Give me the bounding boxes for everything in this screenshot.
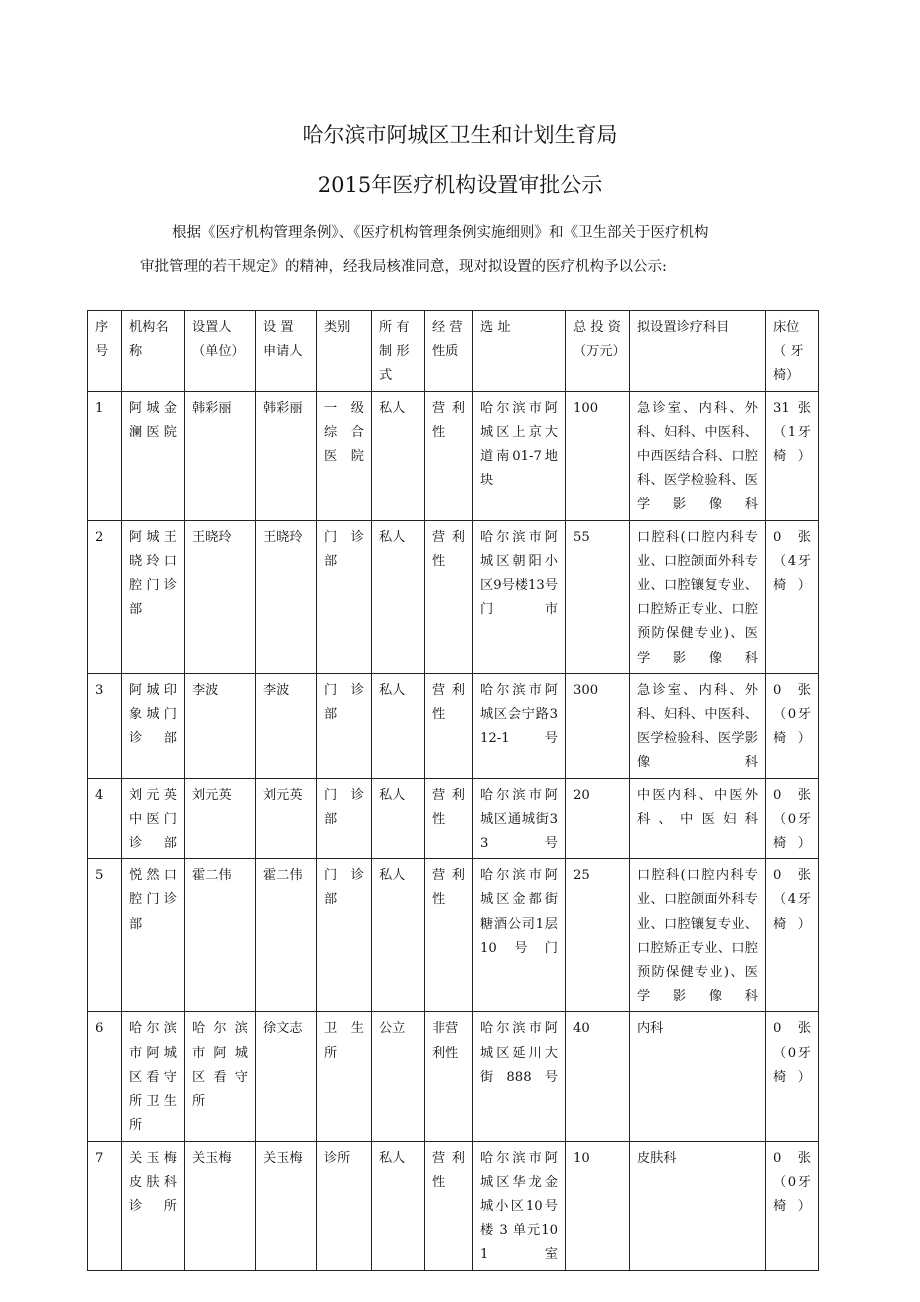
cell-beds: 0 张（0牙椅） — [766, 673, 819, 778]
cell-owner: 王晓玲 — [185, 520, 256, 673]
header-applicant: 设 置 申请人 — [256, 311, 317, 392]
header-index: 序号 — [88, 311, 122, 392]
cell-category: 一 级 综 合 医院 — [317, 391, 372, 520]
header-departments: 拟设置诊疗科目 — [630, 311, 766, 392]
cell-owner: 关玉梅 — [185, 1141, 256, 1270]
cell-ownership: 私人 — [372, 859, 425, 1012]
table-row — [88, 520, 819, 673]
cell-nature: 营 利 性 — [425, 1141, 473, 1270]
header-investment: 总 投 资（万元） — [566, 311, 630, 392]
cell-nature: 营 利 性 — [425, 859, 473, 1012]
cell-name: 悦然口腔门诊部 — [122, 859, 185, 1012]
cell-ownership: 私人 — [372, 520, 425, 673]
cell-investment: 25 — [566, 859, 630, 1012]
cell-beds: 0 张（0牙椅） — [766, 1012, 819, 1141]
cell-beds: 31 张（1牙椅） — [766, 391, 819, 520]
cell-address: 哈尔滨市阿城区上京大道南01-7地块 — [473, 391, 566, 520]
cell-departments: 急诊室、内科、外科、妇科、中医科、中西医结合科、口腔科、医学检验科、医学影像科 — [630, 391, 766, 520]
cell-ownership: 私人 — [372, 1141, 425, 1270]
cell-category: 门 诊 部 — [317, 520, 372, 673]
cell-category: 诊所 — [317, 1141, 372, 1270]
cell-departments: 口腔科(口腔内科专业、口腔颌面外科专业、口腔镶复专业、口腔矫正专业、口腔预防保健专业)、医学影像科 — [630, 859, 766, 1012]
cell-applicant: 王晓玲 — [256, 520, 317, 673]
cell-index: 4 — [88, 778, 122, 859]
table-row — [88, 1012, 819, 1141]
cell-index: 6 — [88, 1012, 122, 1141]
cell-name: 刘元英中医门诊部 — [122, 778, 185, 859]
table-row — [88, 859, 819, 1012]
cell-investment: 55 — [566, 520, 630, 673]
cell-applicant: 霍二伟 — [256, 859, 317, 1012]
cell-beds: 0 张（0牙椅） — [766, 1141, 819, 1270]
header-beds: 床位（ 牙椅） — [766, 311, 819, 392]
cell-index: 5 — [88, 859, 122, 1012]
cell-ownership: 公立 — [372, 1012, 425, 1141]
table-header-row — [88, 311, 819, 392]
cell-departments: 中医内科、中医外科、中医妇科 — [630, 778, 766, 859]
cell-nature: 营 利 性 — [425, 778, 473, 859]
approval-table — [87, 310, 819, 1271]
cell-index: 1 — [88, 391, 122, 520]
cell-category: 门 诊 部 — [317, 859, 372, 1012]
table-row — [88, 391, 819, 520]
cell-ownership: 私人 — [372, 673, 425, 778]
cell-investment: 10 — [566, 1141, 630, 1270]
cell-address: 哈尔滨市阿城区朝阳小区9号楼13号门市 — [473, 520, 566, 673]
header-ownership: 所 有 制 形 式 — [372, 311, 425, 392]
document-title: 哈尔滨市阿城区卫生和计划生育局 — [302, 123, 618, 147]
cell-index: 2 — [88, 520, 122, 673]
cell-applicant: 刘元英 — [256, 778, 317, 859]
cell-nature: 营 利 性 — [425, 520, 473, 673]
cell-investment: 40 — [566, 1012, 630, 1141]
cell-address: 哈尔滨市阿城区华龙金城小区10号楼 3 单元101室 — [473, 1141, 566, 1270]
cell-departments: 内科 — [630, 1012, 766, 1141]
cell-departments: 皮肤科 — [630, 1141, 766, 1270]
cell-owner: 刘元英 — [185, 778, 256, 859]
cell-applicant: 李波 — [256, 673, 317, 778]
table-row — [88, 673, 819, 778]
document-subtitle: 2015年医疗机构设置审批公示 — [317, 173, 603, 197]
cell-index: 3 — [88, 673, 122, 778]
cell-category: 门 诊 部 — [317, 673, 372, 778]
table-row — [88, 778, 819, 859]
cell-investment: 20 — [566, 778, 630, 859]
intro-paragraph-line-2: 审批管理的若干规定》的精神，经我局核准同意，现对拟设置的医疗机构予以公示: — [140, 259, 667, 275]
cell-name: 关玉梅皮肤科诊所 — [122, 1141, 185, 1270]
cell-investment: 100 — [566, 391, 630, 520]
cell-name: 阿城王晓玲口腔门诊部 — [122, 520, 185, 673]
cell-name: 阿城金澜医院 — [122, 391, 185, 520]
cell-investment: 300 — [566, 673, 630, 778]
cell-departments: 口腔科(口腔内科专业、口腔颌面外科专业、口腔镶复专业、口腔矫正专业、口腔预防保健专业)、医学影像科 — [630, 520, 766, 673]
cell-nature: 营 利 性 — [425, 673, 473, 778]
header-nature: 经 营 性质 — [425, 311, 473, 392]
cell-address: 哈尔滨市阿城区延川大街888号 — [473, 1012, 566, 1141]
cell-ownership: 私人 — [372, 778, 425, 859]
intro-paragraph-line-1: 根据《医疗机构管理条例》、《医疗机构管理条例实施细则》和《卫生部关于医疗机构 — [172, 225, 709, 241]
cell-category: 门 诊 部 — [317, 778, 372, 859]
cell-nature: 营 利 性 — [425, 391, 473, 520]
cell-departments: 急诊室、内科、外科、妇科、中医科、医学检验科、医学影像科 — [630, 673, 766, 778]
cell-owner: 霍二伟 — [185, 859, 256, 1012]
header-owner: 设置人（单位） — [185, 311, 256, 392]
header-name: 机构名称 — [122, 311, 185, 392]
cell-owner: 韩彩丽 — [185, 391, 256, 520]
header-category: 类别 — [317, 311, 372, 392]
cell-applicant: 韩彩丽 — [256, 391, 317, 520]
cell-beds: 0 张（4牙椅） — [766, 859, 819, 1012]
cell-ownership: 私人 — [372, 391, 425, 520]
cell-index: 7 — [88, 1141, 122, 1270]
cell-name: 哈尔滨市阿城区看守所卫生所 — [122, 1012, 185, 1141]
cell-address: 哈尔滨市阿城区金都街糖酒公司1层10号门 — [473, 859, 566, 1012]
cell-address: 哈尔滨市阿城区通城街33号 — [473, 778, 566, 859]
cell-address: 哈尔滨市阿城区会宁路312-1号 — [473, 673, 566, 778]
cell-applicant: 徐文志 — [256, 1012, 317, 1141]
cell-owner: 哈 尔 滨 市 阿 城 区 看 守 所 — [185, 1012, 256, 1141]
cell-beds: 0 张（0牙椅） — [766, 778, 819, 859]
cell-owner: 李波 — [185, 673, 256, 778]
cell-applicant: 关玉梅 — [256, 1141, 317, 1270]
header-address: 选 址 — [473, 311, 566, 392]
cell-nature: 非营利性 — [425, 1012, 473, 1141]
cell-name: 阿城印象城门诊部 — [122, 673, 185, 778]
table-row — [88, 1141, 819, 1270]
cell-beds: 0 张（4牙椅） — [766, 520, 819, 673]
cell-category: 卫 生 所 — [317, 1012, 372, 1141]
